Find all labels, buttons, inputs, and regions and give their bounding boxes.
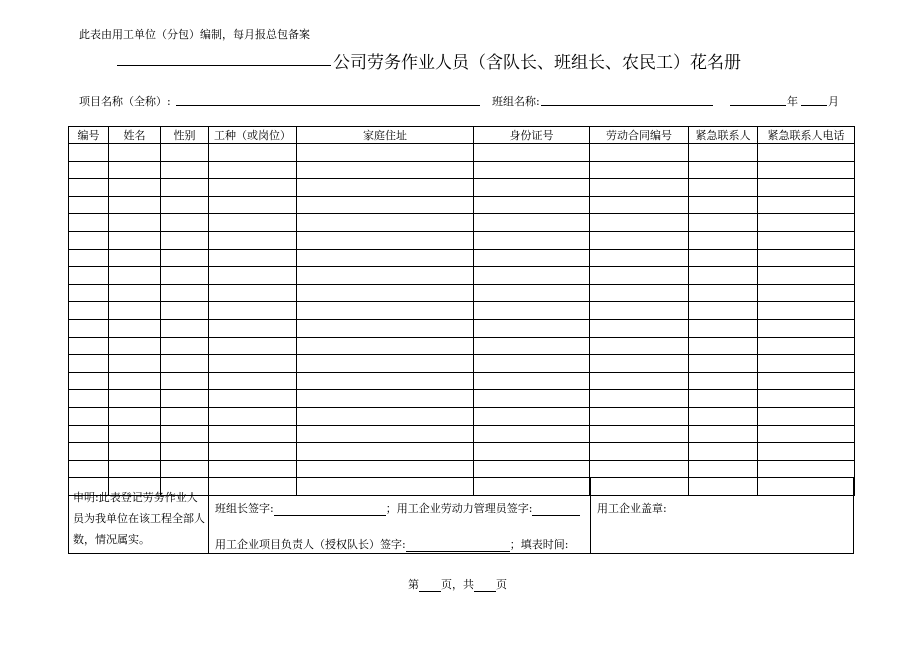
table-cell[interactable] [69, 407, 109, 425]
col-header: 劳动合同编号 [590, 127, 689, 144]
table-cell[interactable] [758, 460, 855, 478]
year-field[interactable] [730, 105, 786, 106]
table-cell[interactable] [209, 460, 297, 478]
table-cell[interactable] [109, 284, 161, 302]
table-cell[interactable] [161, 443, 209, 461]
table-cell[interactable] [689, 302, 758, 320]
table-cell[interactable] [758, 337, 855, 355]
table-cell[interactable] [297, 249, 474, 267]
table-cell[interactable] [758, 179, 855, 197]
table-cell[interactable] [689, 337, 758, 355]
team-name-field[interactable] [541, 105, 713, 106]
table-row [69, 407, 855, 425]
table-cell[interactable] [109, 460, 161, 478]
table-cell[interactable] [590, 337, 689, 355]
table-cell[interactable] [590, 284, 689, 302]
roster-table [68, 126, 855, 496]
table-row [69, 460, 855, 478]
table-header-row [69, 127, 855, 144]
team-leader-sign-label: 班组长签字: [215, 502, 274, 515]
table-cell[interactable] [689, 425, 758, 443]
table-cell[interactable] [209, 161, 297, 179]
table-cell[interactable] [474, 460, 590, 478]
table-cell[interactable] [590, 443, 689, 461]
month-label: 月 [828, 95, 839, 108]
table-cell[interactable] [590, 161, 689, 179]
table-cell[interactable] [689, 267, 758, 285]
table-cell[interactable] [161, 231, 209, 249]
table-cell[interactable] [590, 214, 689, 232]
table-cell[interactable] [69, 267, 109, 285]
table-cell[interactable] [474, 302, 590, 320]
table-cell[interactable] [474, 144, 590, 162]
table-cell[interactable] [474, 214, 590, 232]
table-cell[interactable] [297, 425, 474, 443]
col-header: 编号 [69, 127, 109, 144]
table-cell[interactable] [161, 407, 209, 425]
table-cell[interactable] [689, 179, 758, 197]
table-cell[interactable] [474, 355, 590, 373]
table-cell[interactable] [297, 144, 474, 162]
table-cell[interactable] [474, 425, 590, 443]
table-cell[interactable] [161, 302, 209, 320]
table-cell[interactable] [69, 319, 109, 337]
col-header: 家庭住址 [297, 127, 474, 144]
table-cell[interactable] [209, 267, 297, 285]
table-cell[interactable] [297, 302, 474, 320]
table-cell[interactable] [590, 144, 689, 162]
table-cell[interactable] [297, 460, 474, 478]
table-cell[interactable] [69, 144, 109, 162]
table-cell[interactable] [109, 214, 161, 232]
team-name-label: 班组名称: [492, 95, 540, 108]
table-cell[interactable] [209, 372, 297, 390]
table-cell[interactable] [209, 249, 297, 267]
table-cell[interactable] [161, 249, 209, 267]
col-header: 工种（或岗位） [209, 127, 297, 144]
table-cell[interactable] [758, 161, 855, 179]
table-cell[interactable] [758, 214, 855, 232]
table-cell[interactable] [689, 460, 758, 478]
table-cell[interactable] [109, 179, 161, 197]
table-cell[interactable] [161, 144, 209, 162]
table-cell[interactable] [758, 267, 855, 285]
table-cell[interactable] [689, 319, 758, 337]
page-number-field[interactable] [419, 580, 441, 592]
table-cell[interactable] [689, 231, 758, 249]
table-cell[interactable] [297, 337, 474, 355]
table-cell[interactable] [474, 337, 590, 355]
table-cell[interactable] [161, 390, 209, 408]
project-leader-sign-label: 用工企业项目负责人（授权队长）签字: [215, 538, 406, 551]
table-cell[interactable] [69, 196, 109, 214]
table-cell[interactable] [209, 179, 297, 197]
table-cell[interactable] [590, 407, 689, 425]
table-cell[interactable] [209, 231, 297, 249]
table-row [69, 372, 855, 390]
table-cell[interactable] [209, 407, 297, 425]
table-cell[interactable] [161, 196, 209, 214]
table-cell[interactable] [474, 407, 590, 425]
table-cell[interactable] [297, 372, 474, 390]
table-cell[interactable] [109, 372, 161, 390]
table-cell[interactable] [297, 196, 474, 214]
table-cell[interactable] [474, 390, 590, 408]
table-cell[interactable] [590, 249, 689, 267]
table-cell[interactable] [689, 355, 758, 373]
table-cell[interactable] [689, 249, 758, 267]
table-cell[interactable] [474, 196, 590, 214]
labor-manager-sign-field[interactable] [532, 503, 580, 516]
table-cell[interactable] [758, 372, 855, 390]
table-cell[interactable] [297, 161, 474, 179]
table-cell[interactable] [109, 407, 161, 425]
table-cell[interactable] [689, 443, 758, 461]
table-cell[interactable] [69, 390, 109, 408]
table-row [69, 267, 855, 285]
table-cell[interactable] [474, 161, 590, 179]
table-row [69, 425, 855, 443]
table-cell[interactable] [209, 284, 297, 302]
table-row [69, 319, 855, 337]
table-row [69, 390, 855, 408]
table-cell[interactable] [209, 196, 297, 214]
table-cell[interactable] [590, 302, 689, 320]
table-cell[interactable] [689, 390, 758, 408]
table-cell[interactable] [109, 267, 161, 285]
table-cell[interactable] [209, 214, 297, 232]
table-cell[interactable] [474, 284, 590, 302]
table-cell[interactable] [109, 390, 161, 408]
table-cell[interactable] [297, 284, 474, 302]
table-cell[interactable] [474, 372, 590, 390]
table-cell[interactable] [69, 214, 109, 232]
table-cell[interactable] [209, 355, 297, 373]
table-cell[interactable] [209, 390, 297, 408]
table-cell[interactable] [109, 337, 161, 355]
table-cell[interactable] [297, 179, 474, 197]
table-cell[interactable] [758, 196, 855, 214]
table-cell[interactable] [209, 425, 297, 443]
table-cell[interactable] [161, 214, 209, 232]
declaration-text: 申明:此表登记劳务作业人员为我单位在该工程全部人数，情况属实。 [73, 491, 205, 546]
labor-manager-sign-label: 用工企业劳动力管理员签字: [396, 502, 533, 515]
page-counter: 第 页，共 页 [408, 578, 507, 591]
table-cell[interactable] [297, 267, 474, 285]
table-row [69, 196, 855, 214]
table-cell[interactable] [161, 267, 209, 285]
col-header: 身份证号 [474, 127, 590, 144]
table-cell[interactable] [474, 319, 590, 337]
table-cell[interactable] [109, 231, 161, 249]
table-cell[interactable] [590, 372, 689, 390]
table-cell[interactable] [69, 355, 109, 373]
table-cell[interactable] [474, 249, 590, 267]
table-cell[interactable] [689, 214, 758, 232]
table-cell[interactable] [69, 231, 109, 249]
table-cell[interactable] [689, 284, 758, 302]
table-cell[interactable] [758, 355, 855, 373]
table-cell[interactable] [109, 443, 161, 461]
table-cell[interactable] [758, 390, 855, 408]
table-row [69, 249, 855, 267]
table-cell[interactable] [689, 372, 758, 390]
form-title: 公司劳务作业人员（含队长、班组长、农民工）花名册 [333, 53, 741, 73]
table-row [69, 443, 855, 461]
table-cell[interactable] [689, 196, 758, 214]
table-cell[interactable] [474, 443, 590, 461]
project-name-label: 项目名称（全称）: [79, 95, 171, 108]
table-cell[interactable] [109, 355, 161, 373]
table-cell[interactable] [758, 425, 855, 443]
col-header: 紧急联系人电话 [758, 127, 855, 144]
table-cell[interactable] [758, 144, 855, 162]
table-cell[interactable] [474, 179, 590, 197]
table-cell[interactable] [109, 161, 161, 179]
table-cell[interactable] [590, 355, 689, 373]
table-cell[interactable] [209, 319, 297, 337]
company-seal-label: 用工企业盖章: [597, 502, 667, 515]
total-pages-field[interactable] [474, 580, 496, 592]
table-cell[interactable] [297, 214, 474, 232]
table-row [69, 144, 855, 162]
table-cell[interactable] [297, 231, 474, 249]
table-cell[interactable] [109, 249, 161, 267]
table-cell[interactable] [590, 196, 689, 214]
table-cell[interactable] [297, 355, 474, 373]
table-cell[interactable] [69, 161, 109, 179]
table-cell[interactable] [758, 302, 855, 320]
table-cell[interactable] [69, 337, 109, 355]
table-cell[interactable] [758, 319, 855, 337]
table-cell[interactable] [161, 179, 209, 197]
table-cell[interactable] [297, 319, 474, 337]
table-cell[interactable] [109, 425, 161, 443]
project-name-field[interactable] [176, 105, 480, 106]
table-cell[interactable] [161, 337, 209, 355]
table-cell[interactable] [590, 319, 689, 337]
table-cell[interactable] [109, 196, 161, 214]
table-cell[interactable] [590, 425, 689, 443]
table-cell[interactable] [69, 284, 109, 302]
table-cell[interactable] [758, 284, 855, 302]
table-cell[interactable] [109, 319, 161, 337]
table-cell[interactable] [209, 302, 297, 320]
table-cell[interactable] [161, 425, 209, 443]
table-cell[interactable] [474, 267, 590, 285]
table-cell[interactable] [69, 460, 109, 478]
table-cell[interactable] [689, 144, 758, 162]
table-cell[interactable] [689, 407, 758, 425]
table-cell[interactable] [758, 249, 855, 267]
table-cell[interactable] [590, 267, 689, 285]
table-row [69, 302, 855, 320]
table-row [69, 231, 855, 249]
company-name-blank[interactable] [117, 65, 331, 66]
month-field[interactable] [801, 105, 827, 106]
table-cell[interactable] [590, 390, 689, 408]
table-cell[interactable] [161, 460, 209, 478]
table-cell[interactable] [758, 407, 855, 425]
table-cell[interactable] [161, 161, 209, 179]
table-cell[interactable] [297, 390, 474, 408]
table-cell[interactable] [69, 249, 109, 267]
table-cell[interactable] [161, 319, 209, 337]
table-cell[interactable] [297, 443, 474, 461]
table-row [69, 284, 855, 302]
table-cell[interactable] [758, 231, 855, 249]
fill-time-label: 填表时间: [520, 538, 569, 551]
table-row [69, 161, 855, 179]
table-cell[interactable] [161, 372, 209, 390]
team-leader-sign-field[interactable] [274, 503, 386, 516]
table-cell[interactable] [69, 302, 109, 320]
table-cell[interactable] [209, 443, 297, 461]
table-row [69, 337, 855, 355]
table-cell[interactable] [297, 407, 474, 425]
table-cell[interactable] [590, 231, 689, 249]
table-cell[interactable] [69, 179, 109, 197]
declaration-section: 申明:此表登记劳务作业人员为我单位在该工程全部人数，情况属实。 班组长签字: ；用工企业劳动力管理员签字: 用工企业项目负责人（授权队长）签字: ；填表时间: 用工企业盖章: [68, 478, 854, 554]
table-cell[interactable] [474, 231, 590, 249]
table-cell[interactable] [109, 144, 161, 162]
col-header: 紧急联系人 [689, 127, 758, 144]
table-row [69, 355, 855, 373]
table-cell[interactable] [209, 144, 297, 162]
table-cell[interactable] [109, 302, 161, 320]
table-cell[interactable] [69, 372, 109, 390]
table-cell[interactable] [161, 355, 209, 373]
table-cell[interactable] [209, 337, 297, 355]
table-row [69, 214, 855, 232]
table-cell[interactable] [590, 460, 689, 478]
table-cell[interactable] [161, 284, 209, 302]
col-header: 性别 [161, 127, 209, 144]
table-cell[interactable] [590, 179, 689, 197]
table-cell[interactable] [689, 161, 758, 179]
col-header: 姓名 [109, 127, 161, 144]
form-note: 此表由用工单位（分包）编制，每月报总包备案 [79, 28, 310, 41]
table-cell[interactable] [758, 443, 855, 461]
year-label: 年 [787, 95, 798, 108]
project-leader-sign-field[interactable] [406, 539, 510, 552]
table-row [69, 179, 855, 197]
table-cell[interactable] [69, 425, 109, 443]
table-cell[interactable] [69, 443, 109, 461]
